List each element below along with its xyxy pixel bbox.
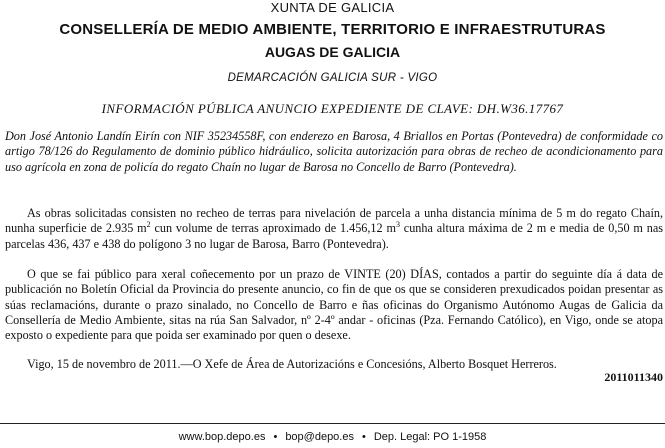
works-paragraph bbox=[5, 206, 663, 252]
signature-block bbox=[5, 357, 663, 372]
footer-website-link[interactable]: www.bop.depo.es bbox=[178, 431, 266, 443]
works-paragraph-block bbox=[5, 206, 663, 252]
header-demarcacion: DEMARCACIÓN GALICIA SUR - VIGO bbox=[227, 72, 438, 84]
header-augas: AUGAS DE GALICIA bbox=[264, 44, 401, 60]
notice-title: INFORMACIÓN PÚBLICA ANUNCIO EXPEDIENTE DE CLAVE: DH.W36.17767 bbox=[101, 101, 564, 116]
works-text-3: cunha altura máxima de 2 m e media de 0,50 m nas parcelas 436, 437 e 438 do polígono 3 no lugar de Barosa, Barro (Pontevedra). bbox=[5, 221, 663, 251]
signature-paragraph: Vigo, 15 de novembro de 2011.—O Xefe de Área de Autorizacións e Concesións, Alberto Bosquet Herreros. bbox=[27, 357, 557, 371]
reference-code: 2011011340 bbox=[604, 370, 663, 384]
cubed-unit: 3 bbox=[395, 220, 400, 230]
squared-unit: 2 bbox=[146, 220, 151, 230]
public-notice-paragraph: O que se fai público para xeral coñecemento por un prazo de VINTE (20) DÍAS, contados a partir do seguinte día á data de publicación no Boletín Oficial da Provincia do presente anuncio, co fin de que os que se consideren prexudicados poidan presentar as súas reclamacións, durante o prazo sinalado, no Concello de Barro e ñas oficinas do Organismo Autónomo Augas de Galicia da Consellería de Medio Ambiente, sitas na rúa San Salvador, nº 2-4º andar - oficinas (Pza. Fernando Católico), en Vigo, onde se atopa exposto o expediente para que poida ser examinado por quen o desexe. bbox=[5, 267, 663, 343]
works-text-1: As obras solicitadas consisten no recheo de terras para nivelación de parcela a unha distancia mínima de 5 m do regato Chaín, nunha superficie de 2.935 m bbox=[5, 206, 663, 236]
header-conselleria: CONSELLERÍA DE MEDIO AMBIENTE, TERRITORIO E INFRAESTRUTURAS bbox=[59, 21, 606, 38]
works-text-2: cun volume de terras aproximado de 1.456,12 m bbox=[150, 221, 396, 236]
lead-paragraph-block bbox=[5, 129, 663, 175]
footer-divider bbox=[0, 423, 665, 424]
public-notice-paragraph-block bbox=[5, 267, 663, 343]
header-xunta: XUNTA DE GALICIA bbox=[270, 0, 395, 15]
lead-paragraph: Don José Antonio Landín Eirín con NIF 35234558F, con enderezo en Barosa, 4 Briallos en Portas (Pontevedra) de conformidade co artigo 78/126 do Regulamento de dominio público hidráulico, solicita autorización para obras de recheo de acondicionamento para uso agrícola en zona de policía do regato Chaín no lugar de Barosa no Concello de Barro (Pontevedra). bbox=[5, 129, 663, 174]
footer-bar bbox=[0, 431, 665, 443]
footer-email-link[interactable]: bop@depo.es bbox=[285, 431, 354, 443]
footer-legal-deposit: Dep. Legal: PO 1-1958 bbox=[373, 431, 487, 443]
footer-bullet: • bbox=[273, 431, 278, 443]
footer-bullet: • bbox=[361, 431, 366, 443]
